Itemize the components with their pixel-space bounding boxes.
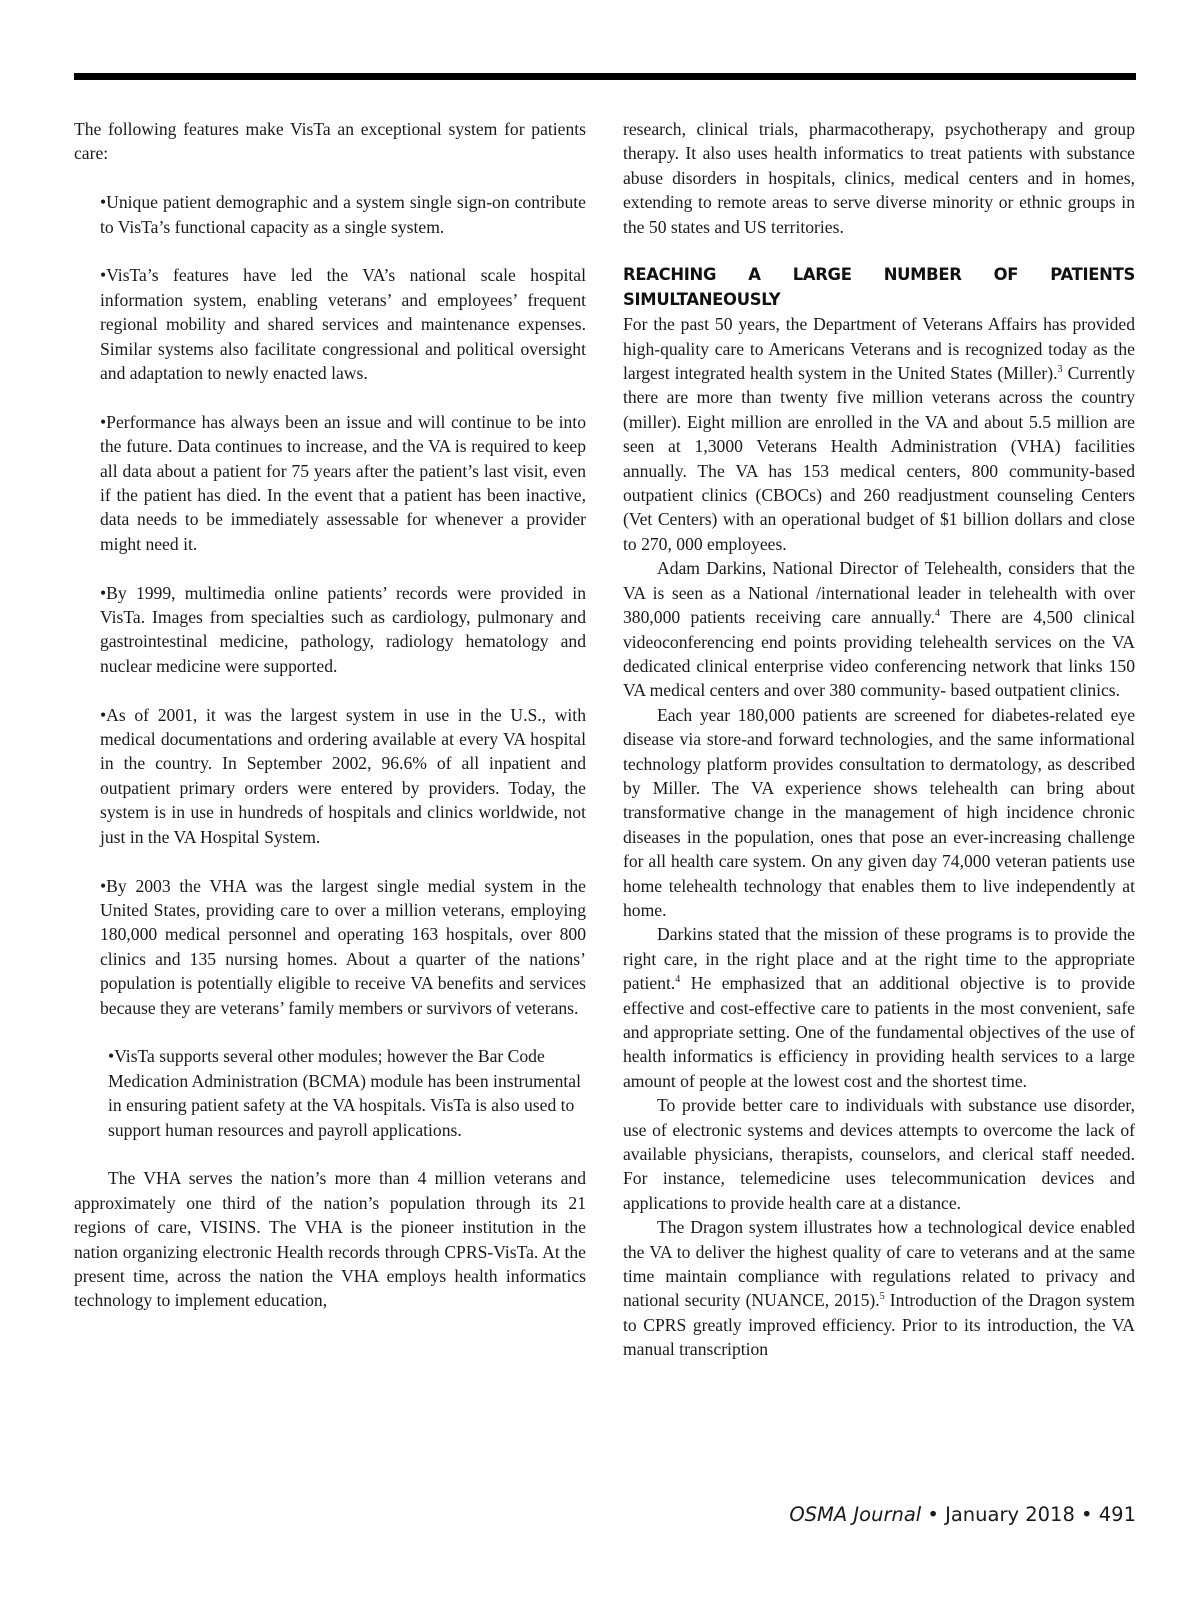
journal-name: OSMA Journal <box>789 1503 922 1526</box>
body-paragraph: Each year 180,000 patients are screened for diabetes-related eye disease via store-and forward technologies, and the same informational technology platform provides consultation to dermatology, as described by Miller. The VA experience shows telehealth can bring about transformative change in the management of high incidence chronic diseases in the population, ones that pose an ever-increasing challenge for all health care system. On any given day 74,000 veteran patients use home telehealth technology that enables them to live independently at home. <box>623 704 1135 920</box>
heading-word: OF <box>993 265 1019 285</box>
issue-date: January 2018 <box>945 1503 1075 1526</box>
top-rule <box>74 73 1136 80</box>
closing-paragraph: The VHA serves the nation’s more than 4 million veterans and approximately one third of the nation’s population through its 21 regions of care, VISINS. The VHA is the pioneer institution in the nation organizing electronic Health records through CPRS-VisTa. At the present time, across the nation the VHA employs health informatics technology to implement education, <box>74 1168 586 1311</box>
footer-separator: • <box>1074 1503 1099 1526</box>
footnote-ref: 5 <box>879 1291 885 1303</box>
bullet-item: •Unique patient demographic and a system single sign-on contribute to VisTa’s functional capacity as a single system. <box>100 192 586 237</box>
body-paragraph: To provide better care to individuals with substance use disorder, use of electronic systems and devices attempts to overcome the lack of available physicians, therapists, counselors, and clerical staff needed. For instance, telemedicine uses telecommunication devices and applications to provide health care at a distance. <box>623 1095 1135 1213</box>
page-footer <box>789 1503 1136 1526</box>
body-paragraph: For the past 50 years, the Department of Veterans Affairs has provided high-quality care to Americans Veterans and is recognized today as the largest integrated health system in the United States (Miller).$^3$ Currently there are more than twenty five million veterans across the country (miller). Eight million are enrolled in the VA and about 5.5 million are seen at 1,3000 Veterans Health Administration (VHA) facilities annually. The VA has 153 medical centers, 800 community-based outpatient clinics (CBOCs) and 260 readjustment counseling Centers (Vet Centers) with an operational budget of $1 billion dollars and close to 270, 000 employees. <box>623 314 1135 554</box>
heading-word: A <box>748 265 761 285</box>
footer-separator: • <box>921 1503 946 1526</box>
footnote-ref: 3 <box>1057 364 1063 376</box>
heading-word: REACHING <box>623 265 717 285</box>
intro-paragraph: The following features make VisTa an exceptional system for patients care: <box>74 119 586 164</box>
heading-word: PATIENTS <box>1050 265 1135 285</box>
body-paragraph: Adam Darkins, National Director of Telehealth, considers that the VA is seen as a National /international leader in telehealth with over 380,000 patients receiving care annually.$^4$ There are 4,500 clinical videoconferencing end points providing telehealth services on the VA dedicated clinical enterprise video conferencing network that links 150 VA medical centers and over 380 community- based outpatient clinics. <box>623 558 1135 701</box>
bullet-item: •By 2003 the VHA was the largest single medial system in the United States, providing care to over a million veterans, employing 180,000 medical personnel and operating 163 hospitals, over 800 clinics and 135 nursing homes. About a quarter of the nations’ population is potentially eligible to receive VA benefits and services because they are veterans’ family members or survivors of veterans. <box>100 875 586 1018</box>
bullet-item: •As of 2001, it was the largest system in use in the U.S., with medical documentations and ordering available at every VA hospital in the country. In September 2002, 96.6% of all inpatient and outpatient primary orders were entered by providers. Today, the system is in use in hundreds of hospitals and clinics worldwide, not just in the VA Hospital System. <box>100 704 586 847</box>
bullet-item: •Performance has always been an issue and will continue to be into the future. Data continues to increase, and the VA is required to keep all data about a patient for 75 years after the patient’s last visit, even if the patient has died. In the event that a patient has been inactive, data needs to be immediately assessable for whenever a provider might need it. <box>100 411 586 554</box>
bullet-item: •VisTa’s features have led the VA’s national scale hospital information system, enabling veterans’ and employees’ frequent regional mobility and shared services and maintenance expenses. Similar systems also facilitate congressional and political oversight and adaptation to newly enacted laws. <box>100 265 586 384</box>
footnote-ref: 4 <box>934 608 940 620</box>
left-column <box>74 117 586 1313</box>
page-number: 491 <box>1098 1503 1136 1526</box>
heading-word: LARGE <box>792 265 852 285</box>
body-paragraph: Darkins stated that the mission of these programs is to provide the right care, in the right place and at the right time to the appropriate patient.$^4$ He emphasized that an additional objective is to provide effective and cost-effective care to patients in the most convenient, safe and appropriate setting. One of the fundamental objectives of the use of health informatics is efficiency in providing health services to a large amount of people at the lowest cost and the shortest time. <box>623 924 1135 1091</box>
section-heading <box>623 263 1135 312</box>
heading-line-2: SIMULTANEOUSLY <box>623 289 781 309</box>
footnote-ref: 4 <box>675 974 681 986</box>
continuation-paragraph: research, clinical trials, pharmacotherapy, psychotherapy and group therapy. It also uses health informatics to treat patients with substance abuse disorders in hospitals, clinics, medical centers and in homes, extending to remote areas to serve diverse minority or ethnic groups in the 50 states and US territories. <box>623 119 1135 237</box>
heading-word: NUMBER <box>883 265 962 285</box>
body-paragraph: The Dragon system illustrates how a technological device enabled the VA to deliver the highest quality of care to veterans and at the same time maintain compliance with regulations related to privacy and national security (NUANCE, 2015).$^5$ Introduction of the Dragon system to CPRS greatly improved efficiency. Prior to its introduction, the VA manual transcription <box>623 1217 1135 1360</box>
bullet-item: •VisTa supports several other modules; however the Bar Code Medication Administration (BCMA) module has been instrumental in ensuring patient safety at the VA hospitals. VisTa is also used to support human resources and payroll applications. <box>108 1046 582 1140</box>
right-column <box>623 117 1135 1362</box>
bullet-item: •By 1999, multimedia online patients’ records were provided in VisTa. Images from specialties such as cardiology, pulmonary and gastrointestinal medicine, pathology, radiology hematology and nuclear medicine were supported. <box>100 582 586 676</box>
